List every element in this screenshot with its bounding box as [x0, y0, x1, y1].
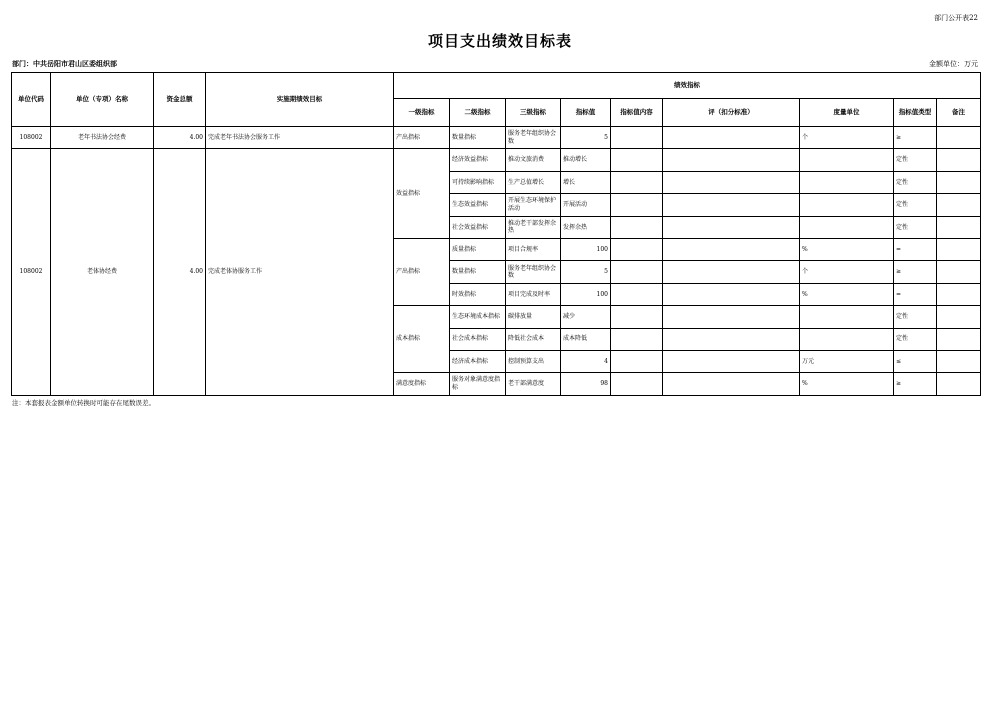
measure-cell: %	[800, 283, 894, 305]
remark-cell	[937, 283, 981, 305]
remark-cell	[937, 149, 981, 171]
value-type-cell: 定性	[894, 216, 937, 238]
header-measure: 度量单位	[800, 99, 894, 127]
level2-cell: 数量指标	[450, 127, 506, 149]
level3-cell: 推动文旅消费	[506, 149, 561, 171]
measure-cell	[800, 149, 894, 171]
content-cell	[611, 373, 663, 395]
level3-cell: 开展生态环境保护活动	[506, 194, 561, 216]
level2-cell: 经济成本指标	[450, 350, 506, 372]
header-scoring: 评（扣分标准）	[663, 99, 800, 127]
level3-cell: 降低社会成本	[506, 328, 561, 350]
amount-unit-label: 金额单位：万元	[929, 60, 978, 68]
value-type-cell: ≥	[894, 127, 937, 149]
page-title: 项目支出绩效目标表	[427, 32, 572, 50]
form-number: 部门公开表22	[934, 14, 978, 22]
content-cell	[611, 283, 663, 305]
measure-cell: 万元	[800, 350, 894, 372]
level1-cell: 产出指标	[394, 238, 450, 305]
level2-cell: 数量指标	[450, 261, 506, 283]
header-goal: 实施期绩效目标	[206, 73, 394, 127]
value-cell: 推动增长	[561, 149, 611, 171]
unit-name-cell: 老年书法协会经费	[51, 127, 154, 149]
header-unit-code: 单位代码	[12, 73, 51, 127]
measure-cell	[800, 216, 894, 238]
level1-cell: 效益指标	[394, 149, 450, 239]
value-cell: 5	[561, 127, 611, 149]
measure-cell	[800, 194, 894, 216]
content-cell	[611, 127, 663, 149]
content-cell	[611, 261, 663, 283]
level3-cell: 服务老年组织协会数	[506, 127, 561, 149]
level3-cell: 服务老年组织协会数	[506, 261, 561, 283]
measure-cell	[800, 328, 894, 350]
value-cell: 开展活动	[561, 194, 611, 216]
level2-cell: 社会效益指标	[450, 216, 506, 238]
remark-cell	[937, 216, 981, 238]
funds-cell: 4.00	[154, 149, 206, 395]
unit-code-cell: 108002	[12, 127, 51, 149]
level3-cell: 老干部满意度	[506, 373, 561, 395]
content-cell	[611, 171, 663, 193]
header-remark: 备注	[937, 99, 981, 127]
level2-cell: 生态环境成本指标	[450, 306, 506, 328]
level3-cell: 项目完成及时率	[506, 283, 561, 305]
scoring-cell	[663, 283, 800, 305]
value-cell: 100	[561, 238, 611, 260]
value-type-cell: =	[894, 283, 937, 305]
level2-cell: 生态效益指标	[450, 194, 506, 216]
header-value: 指标值	[561, 99, 611, 127]
remark-cell	[937, 171, 981, 193]
table-row	[12, 127, 981, 149]
value-cell: 100	[561, 283, 611, 305]
remark-cell	[937, 350, 981, 372]
level2-cell: 社会成本指标	[450, 328, 506, 350]
level1-cell: 满意度指标	[394, 373, 450, 395]
content-cell	[611, 328, 663, 350]
value-type-cell: ≤	[894, 350, 937, 372]
footnote: 注：本套报表金额单位转换时可能存在尾数误差。	[12, 399, 155, 407]
header-total-funds: 资金总额	[154, 73, 206, 127]
measure-cell	[800, 306, 894, 328]
remark-cell	[937, 238, 981, 260]
scoring-cell	[663, 328, 800, 350]
level2-cell: 服务对象满意度指标	[450, 373, 506, 395]
measure-cell: 个	[800, 261, 894, 283]
scoring-cell	[663, 127, 800, 149]
scoring-cell	[663, 171, 800, 193]
value-cell: 98	[561, 373, 611, 395]
value-type-cell: 定性	[894, 171, 937, 193]
header-content: 指标值内容	[611, 99, 663, 127]
remark-cell	[937, 127, 981, 149]
value-cell: 成本降低	[561, 328, 611, 350]
level3-cell: 推动老干部发挥余热	[506, 216, 561, 238]
unit-code-cell: 108002	[12, 149, 51, 395]
remark-cell	[937, 306, 981, 328]
scoring-cell	[663, 261, 800, 283]
goal-cell: 完成老年书法协会服务工作	[206, 127, 394, 149]
level2-cell: 可持续影响指标	[450, 171, 506, 193]
content-cell	[611, 194, 663, 216]
value-cell: 发挥余热	[561, 216, 611, 238]
value-type-cell: ≥	[894, 373, 937, 395]
content-cell	[611, 149, 663, 171]
value-cell: 增长	[561, 171, 611, 193]
scoring-cell	[663, 238, 800, 260]
header-unit-name: 单位（专项）名称	[51, 73, 154, 127]
header-value-type: 指标值类型	[894, 99, 937, 127]
scoring-cell	[663, 216, 800, 238]
scoring-cell	[663, 306, 800, 328]
content-cell	[611, 238, 663, 260]
level1-cell: 成本指标	[394, 306, 450, 373]
value-type-cell: 定性	[894, 194, 937, 216]
remark-cell	[937, 373, 981, 395]
level1-cell: 产出指标	[394, 127, 450, 149]
value-cell: 4	[561, 350, 611, 372]
header-performance: 绩效指标	[394, 73, 981, 99]
level2-cell: 经济效益指标	[450, 149, 506, 171]
content-cell	[611, 216, 663, 238]
performance-table	[11, 72, 981, 396]
measure-cell	[800, 171, 894, 193]
measure-cell: 个	[800, 127, 894, 149]
value-type-cell: 定性	[894, 328, 937, 350]
remark-cell	[937, 194, 981, 216]
level2-cell: 质量指标	[450, 238, 506, 260]
unit-name-cell: 老体协经费	[51, 149, 154, 395]
content-cell	[611, 306, 663, 328]
measure-cell: %	[800, 238, 894, 260]
department-label: 部门：中共岳阳市君山区委组织部	[12, 59, 117, 68]
scoring-cell	[663, 350, 800, 372]
table-row	[12, 149, 981, 171]
remark-cell	[937, 261, 981, 283]
level3-cell: 生产总值增长	[506, 171, 561, 193]
goal-cell: 完成老体协服务工作	[206, 149, 394, 395]
funds-cell: 4.00	[154, 127, 206, 149]
content-cell	[611, 350, 663, 372]
level3-cell: 碳排放量	[506, 306, 561, 328]
measure-cell: %	[800, 373, 894, 395]
scoring-cell	[663, 373, 800, 395]
level3-cell: 控制预算支出	[506, 350, 561, 372]
scoring-cell	[663, 194, 800, 216]
value-type-cell: ≥	[894, 261, 937, 283]
value-type-cell: 定性	[894, 306, 937, 328]
remark-cell	[937, 328, 981, 350]
level3-cell: 项目合规率	[506, 238, 561, 260]
header-level3: 三级指标	[506, 99, 561, 127]
header-level1: 一级指标	[394, 99, 450, 127]
value-cell: 减少	[561, 306, 611, 328]
scoring-cell	[663, 149, 800, 171]
header-level2: 二级指标	[450, 99, 506, 127]
level2-cell: 时效指标	[450, 283, 506, 305]
value-type-cell: =	[894, 238, 937, 260]
value-type-cell: 定性	[894, 149, 937, 171]
value-cell: 5	[561, 261, 611, 283]
